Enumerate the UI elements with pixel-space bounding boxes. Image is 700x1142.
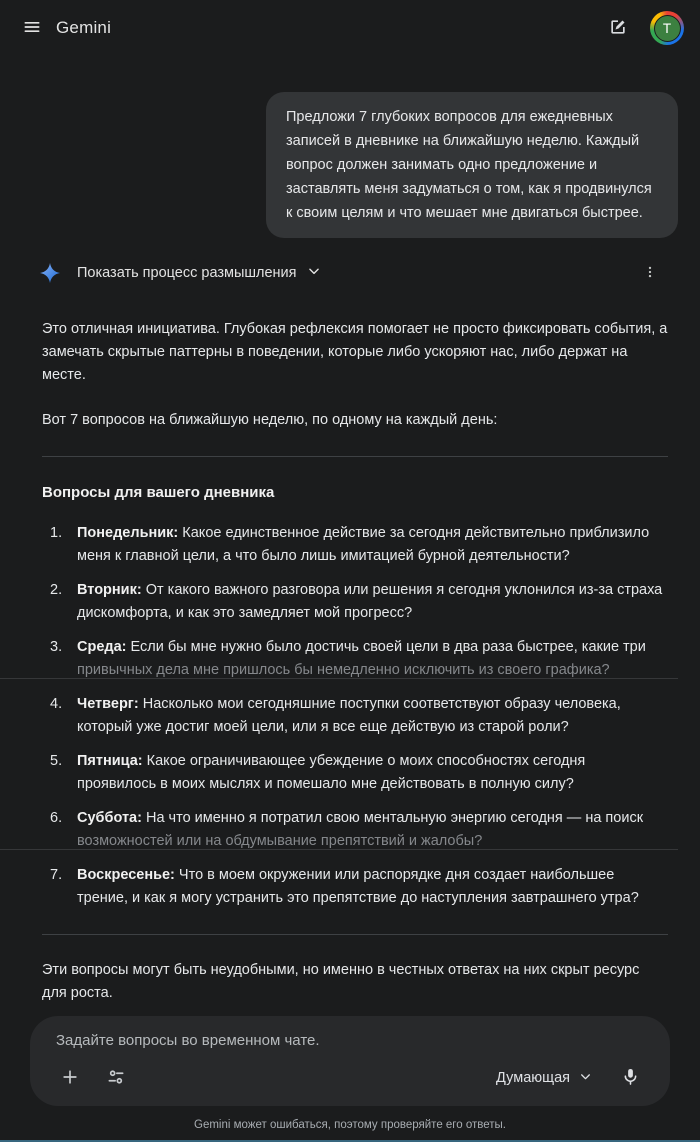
tools-button[interactable] (102, 1064, 130, 1092)
item-number: 1. (50, 525, 63, 541)
avatar-letter: T (654, 15, 681, 42)
menu-button[interactable] (12, 8, 52, 48)
item-day-label: Среда: (77, 639, 127, 655)
item-day-label: Вторник: (77, 582, 142, 598)
item-question: От какого важного разговора или решения я сегодня уклонился из-за страха дискомфорта, и как это замедляет мой прогресс? (77, 582, 663, 621)
item-text (77, 750, 668, 796)
prompt-input[interactable] (56, 1032, 646, 1049)
journal-question-item (42, 864, 668, 910)
list-heading: Вопросы для вашего дневника (42, 484, 275, 501)
hamburger-icon (22, 17, 42, 40)
journal-question-item (42, 579, 668, 625)
item-number: 3. (50, 639, 63, 655)
item-question: На что именно я потратил свою ментальную энергию сегодня — на поиск (145, 810, 644, 826)
item-text (77, 522, 668, 568)
item-day-label: Суббота: (77, 810, 142, 826)
item-day-label: Понедельник: (77, 525, 179, 541)
user-message-row (0, 92, 700, 238)
account-avatar[interactable] (650, 11, 684, 45)
journal-question-item (42, 807, 668, 853)
composer-actions (56, 1064, 646, 1092)
item-day-label: Четверг: (77, 696, 139, 712)
gemini-sparkle-icon (38, 261, 62, 285)
item-text (77, 579, 668, 625)
item-question-faded: привычных дела мне пришлось бы немедленно исключить из своего графика? (77, 659, 668, 682)
divider (42, 456, 668, 457)
mic-icon (621, 1067, 640, 1089)
item-question: Какое единственное действие за сегодня действительно приблизило меня к главной цели, а что было лишь имитацией бурной деятельности? (77, 525, 650, 564)
journal-question-item (42, 750, 668, 796)
compose-icon (608, 17, 628, 40)
model-selector[interactable] (496, 1070, 592, 1087)
journal-question-item (42, 693, 668, 739)
chevron-down-icon (579, 1070, 592, 1087)
response-outro: Эти вопросы могут быть неудобными, но именно в честных ответах на них скрыт ресурс для роста. (42, 962, 640, 1001)
add-button[interactable] (56, 1064, 84, 1092)
divider (42, 934, 668, 935)
journal-question-item (42, 522, 668, 568)
user-message-bubble (266, 92, 678, 238)
top-bar (0, 0, 700, 56)
prompt-composer[interactable] (30, 1016, 670, 1106)
item-number: 5. (50, 753, 63, 769)
item-text (77, 693, 668, 739)
user-message-text: Предложи 7 глубоких вопросов для ежедневных записей в дневнике на ближайшую неделю. Каждый вопрос должен занимать одно предложение и заставлять меня задуматься о том, как я продвинулся к своим целям и что мешает мне двигаться быстрее. (286, 109, 652, 221)
item-number: 4. (50, 696, 63, 712)
disclaimer-text: Gemini может ошибаться, поэтому проверяйте его ответы. (194, 1119, 506, 1131)
response-intro-paragraph-2: Вот 7 вопросов на ближайшую неделю, по одному на каждый день: (42, 412, 498, 428)
item-question-faded: возможностей или на обдумывание препятствий и жалобы? (77, 830, 668, 853)
model-selector-label: Думающая (496, 1070, 570, 1086)
item-question: Что в моем окружении или распорядке дня создает наибольшее трение, и как я могу устранить это препятствие до наступления завтрашнего утра? (77, 867, 639, 906)
journal-question-item (42, 636, 668, 682)
more-options-button[interactable] (636, 259, 664, 287)
tune-icon (106, 1067, 126, 1090)
kebab-menu-icon (643, 264, 657, 283)
thinking-toggle-label: Показать процесс размышления (77, 265, 297, 281)
app-title: Gemini (56, 18, 112, 37)
item-day-label: Пятница: (77, 753, 143, 769)
item-number: 6. (50, 810, 63, 826)
item-day-label: Воскресенье: (77, 867, 175, 883)
plus-icon (60, 1067, 80, 1090)
thinking-row (38, 258, 664, 288)
mic-button[interactable] (616, 1064, 644, 1092)
item-text (77, 807, 668, 853)
item-text (77, 636, 668, 682)
model-response (42, 318, 668, 1073)
item-number: 7. (50, 867, 63, 883)
item-number: 2. (50, 582, 63, 598)
item-text (77, 864, 668, 910)
response-intro-paragraph: Это отличная инициатива. Глубокая рефлексия помогает не просто фиксировать события, а замечать скрытые паттерны в поведении, которые либо ускоряют нас, либо держат на месте. (42, 321, 668, 383)
chevron-down-icon (307, 264, 321, 282)
item-question: Насколько мои сегодняшние поступки соответствуют образу человека, который уже достиг моей цели, или я все еще действую из старой роли? (77, 696, 621, 735)
item-question: Какое ограничивающее убеждение о моих способностях сегодня проявилось в моих мыслях и помешало мне действовать в полную силу? (77, 753, 586, 792)
thinking-toggle-button[interactable] (77, 264, 321, 282)
new-chat-button[interactable] (598, 8, 638, 48)
item-question: Если бы мне нужно было достичь своей цели в два раза быстрее, какие три (130, 639, 646, 655)
